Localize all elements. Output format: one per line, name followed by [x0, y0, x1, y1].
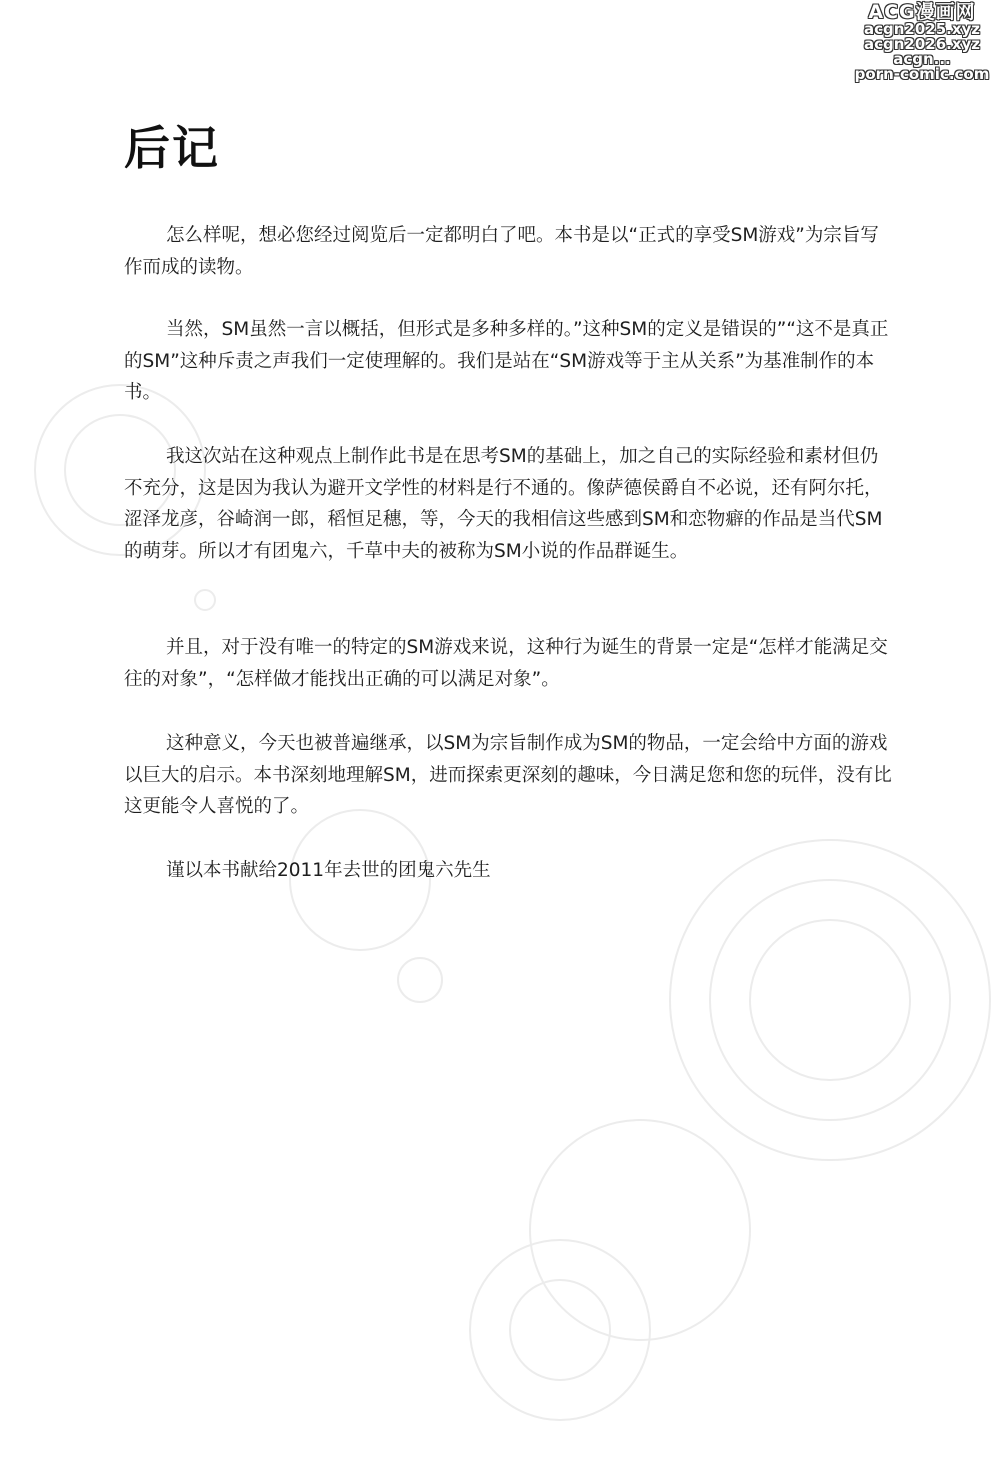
site-watermark [852, 2, 992, 82]
paragraph-3: 我这次站在这种观点上制作此书是在思考SM的基础上，加之自己的实际经验和素材但仍不充分，这是因为我认为避开文学性的材料是行不通的。像萨德侯爵自不必说，还有阿尔托，涩泽龙彦，谷崎润一郎，稻恒足穗，等，今天的我相信这些感到SM和恋物癖的作品是当代SM的萌芽。所以才有团鬼六，千草中夫的被称为SM小说的作品群诞生。 [124, 446, 883, 562]
watermark-line-2: acgn2026.xyz [863, 35, 981, 53]
watermark-line-4: porn-comic.com [854, 65, 990, 83]
watermark-line-1: acgn2025.xyz [863, 20, 981, 38]
paragraph-5: 这种意义，今天也被普遍继承，以SM为宗旨制作成为SM的物品，一定会给中方面的游戏以巨大的启示。本书深刻地理解SM，进而探索更深刻的趣味，今日满足您和您的玩伴，没有比这更能令人喜悦的了。 [124, 733, 892, 817]
watermark-title: ACG漫画网 [868, 1, 976, 23]
paragraph-4: 并且，对于没有唯一的特定的SM游戏来说，这种行为诞生的背景一定是“怎样才能满足交往的对象”，“怎样做才能找出正确的可以满足对象”。 [124, 637, 888, 690]
dedication: 谨以本书献给2011年去世的团鬼六先生 [166, 860, 491, 881]
watermark-line-3: acgn... [893, 50, 951, 68]
paragraph-1: 怎么样呢，想必您经过阅览后一定都明白了吧。本书是以“正式的享受SM游戏”为宗旨写作而成的读物。 [124, 225, 879, 278]
paragraph-2: 当然，SM虽然一言以概括，但形式是多种多样的。”这种SM的定义是错误的”“这不是真正的SM”这种斥责之声我们一定使理解的。我们是站在“SM游戏等于主从关系”为基准制作的本书。 [124, 319, 889, 403]
page-title: 后记 [124, 121, 220, 175]
